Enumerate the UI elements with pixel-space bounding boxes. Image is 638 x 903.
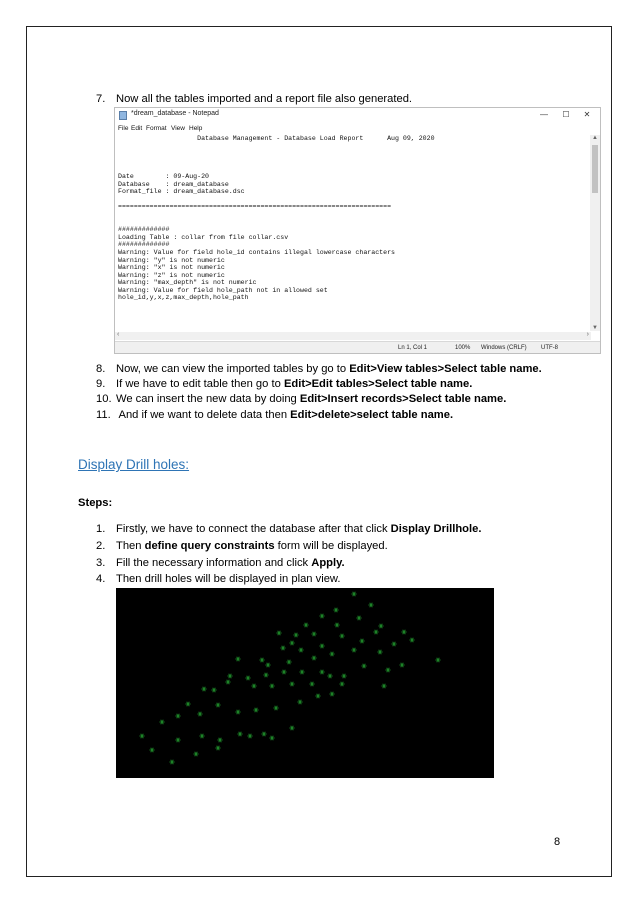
drillhole-marker (251, 684, 256, 689)
drillhole-marker (227, 674, 232, 679)
scroll-down-icon[interactable]: ▼ (592, 325, 598, 331)
drillhole-marker (401, 630, 406, 635)
drillhole-marker (311, 656, 316, 661)
maximize-icon[interactable]: ☐ (562, 110, 570, 119)
step-item-1 (96, 522, 481, 536)
drillhole-marker (351, 592, 356, 597)
notepad-text-line (118, 196, 590, 204)
steps-label: Steps: (78, 497, 113, 509)
notepad-text-line: ############# (118, 241, 170, 249)
list-item-9 (96, 377, 472, 391)
notepad-text-line: Warning: Value for field hole_id contains illegal lowercase characters (118, 248, 395, 256)
notepad-text-line (118, 150, 590, 158)
drillhole-marker (289, 641, 294, 646)
drillhole-marker (298, 648, 303, 653)
menu-edit[interactable]: Edit (131, 125, 143, 132)
drillhole-marker (169, 760, 174, 765)
drillhole-marker (199, 734, 204, 739)
drillhole-marker (211, 688, 216, 693)
drillhole-marker (303, 623, 308, 628)
drillhole-marker (311, 632, 316, 637)
list-text: If we have to edit table then go to (116, 378, 284, 390)
list-number: 8. (96, 363, 106, 375)
notepad-text-line: Warning: "x" is not numeric (118, 264, 225, 272)
scroll-thumb[interactable] (592, 145, 598, 193)
drillhole-marker (385, 668, 390, 673)
drillhole-marker (139, 734, 144, 739)
notepad-text-line: Warning: "y" is not numeric (118, 256, 225, 264)
notepad-text-line: Warning: "z" is not numeric (118, 271, 225, 279)
drillhole-marker (356, 616, 361, 621)
notepad-text-line: Loading Table : collar from file collar.csv (118, 233, 289, 241)
drillhole-marker (175, 714, 180, 719)
step-text: Firstly, we have to connect the database after that click (116, 523, 391, 535)
drillhole-plan-view (116, 588, 494, 778)
drillhole-marker (368, 603, 373, 608)
drillhole-marker (293, 633, 298, 638)
drillhole-marker (225, 680, 230, 685)
notepad-menubar (115, 124, 600, 135)
drillhole-marker (309, 682, 314, 687)
drillhole-marker (381, 684, 386, 689)
step-text: Then (116, 540, 145, 552)
drillhole-marker (409, 638, 414, 643)
list-number: 7. (96, 93, 106, 105)
drillhole-marker (299, 670, 304, 675)
step-item-2 (96, 539, 388, 553)
notepad-text-line: hole_id,y,x,z,max_depth,hole_path (118, 294, 249, 302)
list-item-11 (96, 408, 453, 422)
notepad-app-icon (119, 111, 127, 120)
step-bold-text: define query constraints (144, 540, 275, 552)
drillhole-marker (281, 670, 286, 675)
step-text: Fill the necessary information and click (116, 557, 312, 569)
list-text: We can insert the new data by doing (116, 393, 300, 405)
drillhole-marker (149, 748, 154, 753)
drillhole-marker (319, 614, 324, 619)
drillhole-marker (333, 608, 338, 613)
drillhole-marker (327, 674, 332, 679)
list-bold-text: Edit>Edit tables>Select table name. (283, 378, 473, 390)
list-bold-text: Edit>delete>select table name. (290, 409, 454, 421)
drillhole-marker (235, 710, 240, 715)
step-number: 1. (96, 523, 106, 535)
step-item-3 (96, 556, 345, 570)
notepad-text-line (118, 211, 590, 219)
drillhole-marker (286, 660, 291, 665)
drillhole-marker (339, 682, 344, 687)
drillhole-marker (391, 642, 396, 647)
drillhole-marker (159, 720, 164, 725)
drillhole-marker (193, 752, 198, 757)
drillhole-marker (280, 646, 285, 651)
notepad-text-line: ===================================================================== (118, 203, 392, 211)
list-bold-text: Edit>View tables>Select table name. (349, 363, 542, 375)
drillhole-marker (359, 639, 364, 644)
menu-view[interactable]: View (171, 125, 185, 132)
drillhole-marker (273, 706, 278, 711)
notepad-text-line: Format_file : dream_database.dsc (118, 188, 245, 196)
step-text: Then drill holes will be displayed in plan view. (116, 573, 341, 585)
close-icon[interactable]: ✕ (583, 110, 591, 119)
drillhole-marker (319, 670, 324, 675)
step-item-4 (96, 572, 341, 586)
menu-format[interactable]: Format (146, 125, 167, 132)
drillhole-marker (235, 657, 240, 662)
drillhole-marker (175, 738, 180, 743)
drillhole-marker (378, 624, 383, 629)
list-item-10 (96, 392, 506, 406)
status-eol: Windows (CRLF) (481, 345, 527, 351)
notepad-text-line (118, 219, 590, 227)
menu-file[interactable]: File (118, 125, 129, 132)
list-text: Now all the tables imported and a report file also generated. (116, 93, 413, 105)
notepad-text-line: ############# (118, 226, 170, 234)
drillhole-marker (329, 652, 334, 657)
notepad-text-line: Date : 09-Aug-20 (118, 172, 210, 180)
drillhole-marker (269, 736, 274, 741)
list-item-7 (96, 92, 412, 106)
notepad-title: *dream_database - Notepad (131, 110, 219, 117)
status-encoding: UTF-8 (541, 345, 558, 351)
drillhole-canvas (116, 588, 494, 778)
step-number: 2. (96, 540, 106, 552)
drillhole-marker (297, 700, 302, 705)
notepad-text-line (118, 165, 590, 173)
drillhole-marker (259, 658, 264, 663)
minimize-icon[interactable]: — (540, 110, 548, 119)
list-bold-text: Edit>Insert records>Select table name. (299, 393, 507, 405)
list-number: 9. (96, 378, 106, 390)
drillhole-marker (377, 650, 382, 655)
list-number: 10. (96, 393, 112, 405)
notepad-text-area[interactable] (118, 135, 590, 331)
drillhole-marker (265, 663, 270, 668)
step-number: 4. (96, 573, 106, 585)
notepad-statusbar (115, 341, 600, 354)
section-heading: Display Drill holes: (78, 457, 190, 472)
notepad-titlebar (115, 108, 600, 123)
drillhole-marker (197, 712, 202, 717)
drillhole-marker (217, 738, 222, 743)
scroll-right-icon[interactable]: › (586, 331, 589, 338)
notepad-text-line: Database Management - Database Load Report Aug 09, 2020 (118, 135, 435, 142)
drillhole-marker (289, 682, 294, 687)
vertical-scrollbar[interactable] (590, 135, 600, 331)
drillhole-marker (319, 644, 324, 649)
list-item-8 (96, 362, 542, 376)
status-position: Ln 1, Col 1 (398, 345, 428, 351)
drillhole-marker (261, 732, 266, 737)
drillhole-marker (339, 634, 344, 639)
drillhole-marker (276, 631, 281, 636)
drillhole-marker (289, 726, 294, 731)
notepad-text-line: Warning: "max_depth" is not numeric (118, 279, 257, 287)
drillhole-marker (269, 684, 274, 689)
drillhole-marker (215, 703, 220, 708)
horizontal-scrollbar[interactable] (115, 332, 591, 340)
drillhole-marker (263, 673, 268, 678)
notepad-text-line (118, 143, 590, 151)
drillhole-marker (435, 658, 440, 663)
list-text: Now, we can view the imported tables by go to (116, 363, 350, 375)
drillhole-marker (341, 674, 346, 679)
drillhole-marker (315, 694, 320, 699)
list-text: And if we want to delete data then (116, 409, 291, 421)
drillhole-marker (329, 692, 334, 697)
page-number: 8 (554, 836, 561, 848)
drillhole-marker (399, 663, 404, 668)
drillhole-marker (247, 734, 252, 739)
notepad-text-line (118, 158, 590, 166)
drillhole-marker (351, 648, 356, 653)
step-number: 3. (96, 557, 106, 569)
drillhole-marker (334, 623, 339, 628)
drillhole-marker (373, 630, 378, 635)
drillhole-marker (245, 676, 250, 681)
drillhole-marker (215, 746, 220, 751)
notepad-text-line: Database : dream_database (118, 180, 229, 188)
step-bold-text: Display Drillhole. (390, 523, 482, 535)
drillhole-marker (201, 687, 206, 692)
notepad-text-line: Warning: Value for field hole_path not in allowed set (118, 286, 328, 294)
drillhole-marker (361, 664, 366, 669)
menu-help[interactable]: Help (189, 125, 203, 132)
drillhole-marker (185, 702, 190, 707)
drillhole-marker (253, 708, 258, 713)
scroll-left-icon[interactable]: ‹ (117, 331, 120, 338)
step-bold-text: Apply. (311, 557, 345, 569)
notepad-window (114, 107, 601, 354)
scroll-up-icon[interactable]: ▲ (592, 135, 598, 141)
list-number: 11. (96, 409, 111, 421)
status-zoom: 100% (455, 345, 471, 351)
step-text-after: form will be displayed. (274, 540, 388, 552)
drillhole-marker (237, 732, 242, 737)
